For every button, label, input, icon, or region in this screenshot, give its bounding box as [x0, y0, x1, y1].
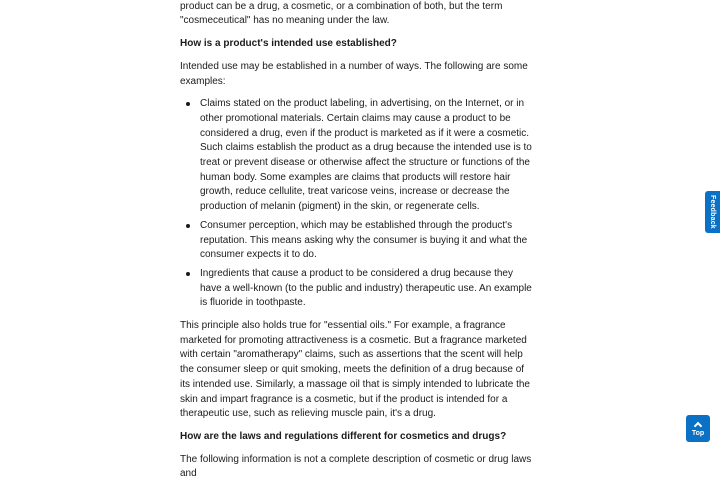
- intro-text-after-link: product can be a drug, a cosmetic, or a combination of both, but the term "cosmeceutical" has no meaning under the law.: [180, 0, 503, 27]
- essential-oils-paragraph: This principle also holds true for "essential oils." For example, a fragrance marketed for promoting attractiveness is a cosmetic. But a fragrance marketed with certain "aromatherapy" claims, such as assertions that the scent will help the consumer sleep or quit smoking, meets the definition of a drug because of its intended use. Similarly, a massage oil that is simply intended to lubricate the skin and impart fragrance is a cosmetic, but if the product is intended for a therapeutic use, such as relieving muscle pain, it's a drug.: [180, 320, 530, 420]
- heading-intended-use: How is a product's intended use established?: [180, 38, 397, 50]
- list-item: Consumer perception, which may be established through the product's reputation. This means asking why the consumer is buying it and what the consumer expects it to do.: [180, 219, 536, 263]
- intro-paragraph: [180, 0, 536, 29]
- heading-laws: How are the laws and regulations different for cosmetics and drugs?: [180, 430, 507, 442]
- list-item: Ingredients that cause a product to be considered a drug because they have a well-known (to the public and industry) therapeutic use. An example is fluoride in toothpaste.: [180, 267, 536, 311]
- chevron-up-icon: [694, 422, 702, 430]
- list-item: Claims stated on the product labeling, in advertising, on the Internet, or in other promotional materials. Certain claims may cause a product to be considered a drug, even if the product is marketed as if it were a cosmetic. Such claims establish the product as a drug because the intended use is to treat or prevent disease or otherwise affect the structure or functions of the human body. Some examples are claims that products will restore hair growth, reduce cellulite, treat varicose veins, increase or decrease the production of melanin (pigment) in the skin, or regenerate cells.: [180, 97, 536, 215]
- following-paragraph: The following information is not a complete description of cosmetic or drug laws and: [180, 453, 532, 480]
- back-to-top-button[interactable]: [686, 415, 710, 442]
- examples-intro: Intended use may be established in a number of ways. The following are some examples:: [180, 60, 528, 87]
- article-content: [180, 0, 536, 482]
- feedback-tab[interactable]: [705, 191, 720, 233]
- examples-list: [180, 97, 536, 311]
- feedback-label: Feedback: [709, 195, 716, 229]
- top-label: Top: [691, 430, 705, 437]
